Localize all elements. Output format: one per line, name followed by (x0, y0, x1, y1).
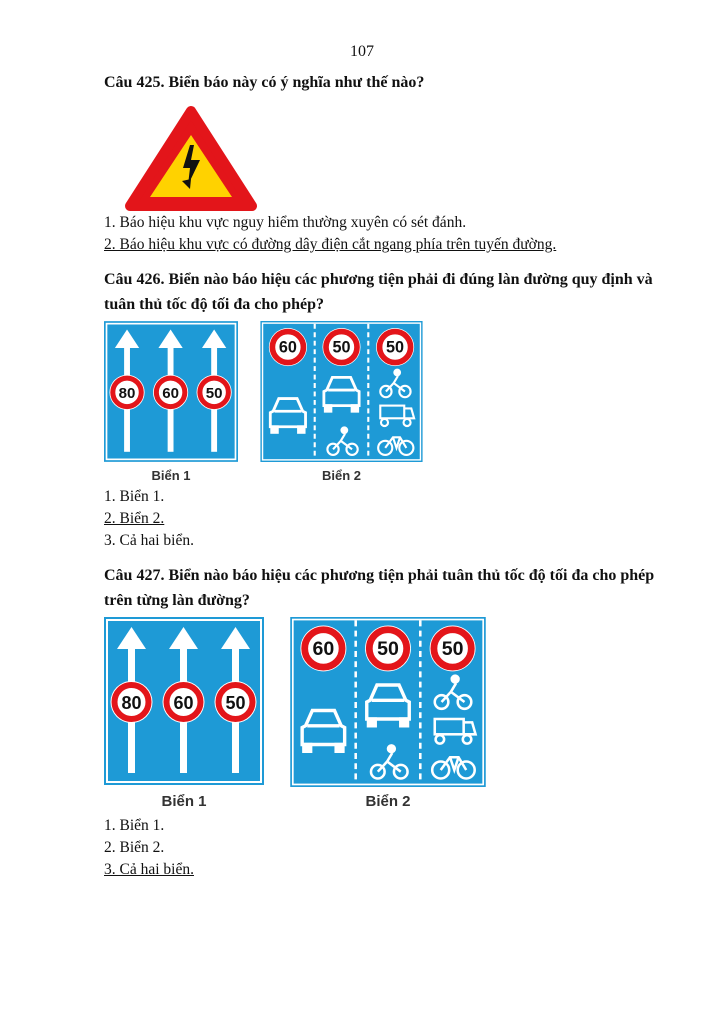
sign-2b-speed-2: 50 (377, 638, 399, 661)
sign-2-speed-2: 50 (332, 338, 351, 357)
caption-sign-2: Biển 2 (365, 793, 411, 810)
speed-limit-60-icon (153, 375, 188, 410)
answer-425-1: 1. Báo hiệu khu vực nguy hiểm thường xuyên có sét đánh. (104, 214, 467, 231)
page-number: 107 (350, 43, 374, 60)
speed-limit-80-icon (111, 681, 153, 723)
question-426: Câu 426. Biển nào báo hiệu các phương tiện phải đi đúng làn đường quy định và tuân thủ tốc độ tối đa cho phép? (104, 271, 653, 313)
sign-1-speed-3: 50 (205, 385, 223, 403)
sign-2-speed-1: 60 (278, 338, 297, 357)
question-427: Câu 427. Biển nào báo hiệu các phương tiện phải tuân thủ tốc độ tối đa cho phép trên từng làn đường? (104, 567, 655, 609)
answer-427-1: 1. Biển 1. (104, 817, 165, 834)
answer-427-3: 3. Cả hai biển. (104, 861, 194, 878)
sign-1b-speed-2: 60 (173, 693, 194, 713)
question-425: Câu 425. Biển báo này có ý nghĩa như thế nào? (104, 74, 425, 91)
answer-426-3: 3. Cả hai biển. (104, 532, 194, 549)
sign-1-lane-speed (104, 321, 238, 462)
speed-limit-50-icon (197, 375, 232, 410)
sign-2-speed-3: 50 (386, 338, 405, 357)
electric-warning-sign (124, 105, 258, 213)
sign-1-speed-2: 60 (162, 385, 179, 403)
sign-2b-speed-3: 50 (441, 638, 464, 661)
answer-426-2: 2. Biển 2. (104, 510, 165, 527)
caption-sign-2: Biển 2 (321, 468, 361, 483)
sign-1b-speed-3: 50 (225, 693, 246, 713)
caption-sign-1: Biển 1 (161, 793, 207, 810)
sign-1-speed-1: 80 (118, 385, 136, 403)
answer-425-2: 2. Báo hiệu khu vực có đường dây điện cắt ngang phía trên tuyến đường. (104, 236, 557, 253)
sign-2-lane-vehicle-speed (290, 617, 486, 787)
sign-2-lane-vehicle-speed (260, 321, 423, 462)
speed-limit-80-icon (109, 375, 144, 410)
sign-2b-speed-1: 60 (312, 638, 335, 661)
sign-1b-speed-1: 80 (121, 693, 142, 713)
speed-limit-60-icon (163, 681, 205, 723)
answer-426-1: 1. Biển 1. (104, 488, 165, 505)
sign-1-lane-speed (104, 617, 264, 785)
caption-sign-1: Biển 1 (151, 468, 191, 483)
speed-limit-50-icon (215, 681, 257, 723)
answer-427-2: 2. Biển 2. (104, 839, 165, 856)
